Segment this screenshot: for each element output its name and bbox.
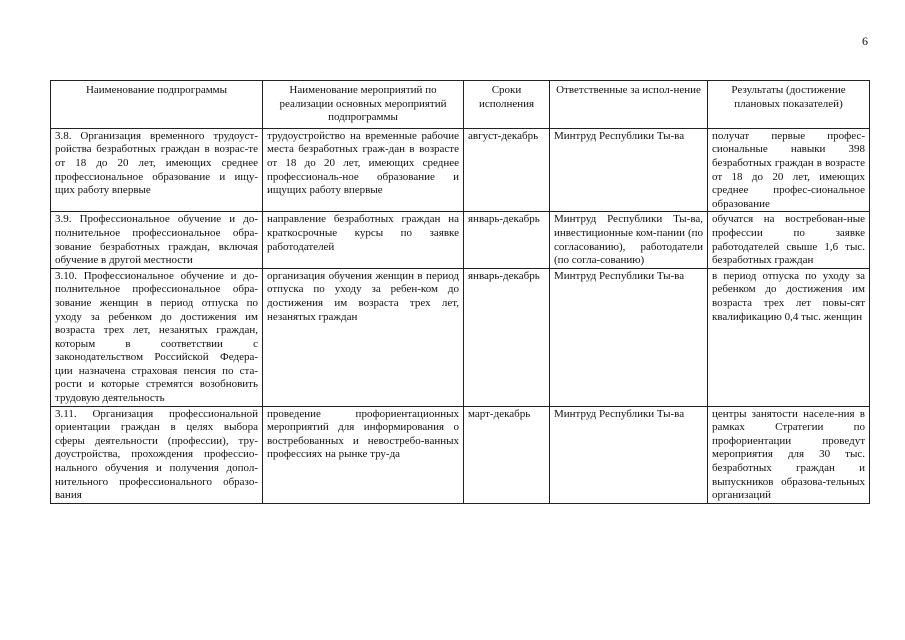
- table-row: [51, 128, 870, 212]
- header-results: Результаты (достижение плановых показателей): [708, 81, 870, 129]
- cell-deadline: январь-декабрь: [464, 212, 550, 268]
- cell-responsible: Минтруд Республики Ты-ва: [550, 406, 708, 503]
- table-header-row: [51, 81, 870, 129]
- table-row: [51, 212, 870, 268]
- cell-activities: направление безработных граждан на краткосрочные курсы по заявке работодателей: [263, 212, 464, 268]
- table-row: [51, 268, 870, 406]
- cell-deadline: август-декабрь: [464, 128, 550, 212]
- header-deadline: Сроки исполнения: [464, 81, 550, 129]
- header-activities: Наименование мероприятий по реализации основных мероприятий подпрограммы: [263, 81, 464, 129]
- cell-responsible: Минтруд Республики Ты-ва: [550, 268, 708, 406]
- cell-results: центры занятости населе-ния в рамках Стратегии по профориентации проведут мероприятия для 30 тыс. безработных граждан и выпускников образова-тельных организаций: [708, 406, 870, 503]
- program-table: [50, 80, 870, 504]
- cell-results: получат первые профес-сиональные навыки 398 безработных граждан в возрасте от 18 до 20 лет, имеющих среднее профес-сиональное образование: [708, 128, 870, 212]
- cell-responsible: Минтруд Республики Ты-ва, инвестиционные ком-пании (по согласованию), работодатели (по согла-сованию): [550, 212, 708, 268]
- cell-results: обучатся на востребован-ные профессии по заявке работодателей свыше 1,6 тыс. безработных граждан: [708, 212, 870, 268]
- header-responsible: Ответственные за испол-нение: [550, 81, 708, 129]
- cell-subprogram: 3.9. Профессиональное обучение и до-полнительное профессиональное обра-зование безработных граждан, включая обучение в другой местности: [51, 212, 263, 268]
- cell-results: в период отпуска по уходу за ребенком до достижения им возраста трех лет повы-сят квалификацию 0,4 тыс. женщин: [708, 268, 870, 406]
- cell-subprogram: 3.10. Профессиональное обучение и до-полнительное профессиональное обра-зование женщин в период отпуска по уходу за ребенком до достижения им возраста трех лет, незанятых граждан, которым в соответствии с законодательством Российской Федера-ции назначена страховая пенсия по ста-рости и которые стремятся возобновить трудовую деятельность: [51, 268, 263, 406]
- page-number: 6: [862, 34, 868, 48]
- cell-activities: трудоустройство на временные рабочие места безработных граж-дан в возрасте от 18 до 20 лет, имеющих среднее профессиональ-ное образование и ищущих работу впервые: [263, 128, 464, 212]
- cell-activities: проведение профориентационных мероприятий для информирования о востребованных и невостребо-ванных профессиях на рынке тру-да: [263, 406, 464, 503]
- cell-deadline: январь-декабрь: [464, 268, 550, 406]
- cell-activities: организация обучения женщин в период отпуска по уходу за ребен-ком до достижения им возраста трех лет, незанятых граждан: [263, 268, 464, 406]
- table-row: [51, 406, 870, 503]
- cell-responsible: Минтруд Республики Ты-ва: [550, 128, 708, 212]
- cell-subprogram: 3.11. Организация профессиональной ориентации граждан в целях выбора сферы деятельности (профессии), тру-доустройства, прохождения профессио-нального обучения и получения допол-нительного профессионального образо-вания: [51, 406, 263, 503]
- cell-deadline: март-декабрь: [464, 406, 550, 503]
- cell-subprogram: 3.8. Организация временного трудоуст-ройства безработных граждан в возрас-те от 18 до 20 лет, имеющих среднее профессиональное образование и ищу-щих работу впервые: [51, 128, 263, 212]
- header-subprogram: Наименование подпрограммы: [51, 81, 263, 129]
